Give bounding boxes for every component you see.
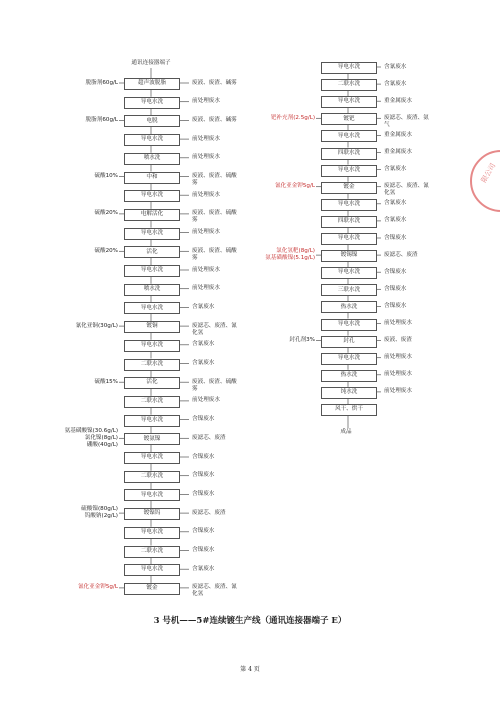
step-output-12: 含氰废水	[192, 303, 215, 310]
input-line: 氰化亚铜(30g/L)	[75, 322, 118, 329]
input-line: 硫酸20%	[94, 247, 118, 254]
step-input-7	[52, 210, 118, 217]
step-output-4: 前处理废水	[192, 154, 220, 161]
step-output-1: 含氰废水	[384, 80, 407, 87]
step-box-19: 镀氨镍	[124, 433, 180, 445]
step-output-22: 含镍废水	[192, 490, 215, 497]
step-input-16	[255, 337, 315, 344]
step-box-20: 风干、烘干	[321, 404, 377, 416]
step-output-3: 前处理废水	[192, 135, 220, 142]
step-output-18: 含镍废水	[192, 416, 215, 423]
input-line: 硫酸10%	[94, 173, 118, 179]
step-box-9: 四联水洗	[321, 216, 377, 228]
step-output-5: 重金属废水	[384, 149, 412, 155]
step-output-13: 废滤芯、废渣、氰化氢	[192, 322, 237, 336]
input-line: 硫酸镍(80g/L)	[81, 506, 118, 513]
step-box-10: 导电水洗	[321, 233, 377, 245]
step-box-8: 导电水洗	[124, 228, 180, 240]
step-output-15: 含氰废水	[192, 360, 215, 366]
step-box-0: 超声波脱脂	[124, 78, 180, 90]
step-box-18: 导电水洗	[124, 415, 180, 427]
step-output-6: 含氰废水	[384, 166, 407, 173]
step-output-16: 废液、废渣	[384, 337, 412, 344]
step-box-10: 导电水洗	[124, 265, 180, 277]
step-output-8: 前处理废水	[192, 229, 220, 236]
step-input-9	[52, 248, 118, 255]
step-box-5: 中和	[124, 172, 180, 184]
step-output-0: 含氰废水	[384, 63, 407, 70]
step-box-3: 导电水洗	[124, 134, 180, 146]
page-number: 第 4 页	[240, 666, 260, 673]
step-output-3: 废滤芯、废渣、氨气	[384, 114, 429, 128]
step-output-17: 前处理废水	[192, 397, 220, 404]
step-box-1: 导电水洗	[124, 97, 180, 109]
step-output-7: 废液、废渣、硫酸雾	[192, 210, 237, 224]
step-output-9: 含氰废水	[384, 217, 407, 224]
step-output-13: 含镍废水	[384, 285, 407, 292]
step-input-3	[255, 115, 315, 122]
step-box-14: 热水洗	[321, 301, 377, 313]
step-input-0	[52, 80, 118, 87]
step-output-5: 废液、废渣、硫酸雾	[192, 173, 237, 186]
input-line: 氰化亚金钾5g/L	[274, 183, 315, 190]
step-box-6: 导电水洗	[321, 165, 377, 177]
step-box-4: 导电水洗	[321, 130, 377, 142]
step-box-11: 镀锡镍	[321, 250, 377, 262]
step-output-19: 废滤芯、废渣	[192, 434, 226, 441]
input-line: 硫酸20%	[94, 210, 118, 217]
input-line: 氨基磺酸镍(30.6g/L)	[64, 427, 118, 434]
step-input-11	[255, 248, 315, 262]
step-box-9: 活化	[124, 246, 180, 258]
input-line: 氰化亚金钾5g/L	[77, 584, 118, 591]
step-output-11: 废滤芯、废渣	[384, 251, 418, 258]
step-box-27: 镀金	[124, 583, 180, 595]
step-box-8: 导电水洗	[321, 199, 377, 211]
step-box-7: 电解活化	[124, 209, 180, 221]
step-output-2: 废液、废渣、碱雾	[192, 116, 237, 123]
step-output-14: 含氰废水	[192, 341, 215, 348]
step-box-2: 导电水洗	[321, 96, 377, 108]
step-box-17: 导电水洗	[321, 353, 377, 365]
step-output-26: 含氰废水	[192, 565, 215, 572]
seal-text: 限公司	[479, 161, 498, 185]
step-box-2: 电脱	[124, 115, 180, 127]
step-box-4: 喷水洗	[124, 153, 180, 165]
product-label: 成品	[326, 428, 366, 437]
step-output-6: 前处理废水	[192, 191, 220, 198]
step-box-12: 导电水洗	[124, 302, 180, 314]
step-output-18: 前处理废水	[384, 371, 412, 378]
step-output-25: 含镍废水	[192, 547, 215, 553]
step-box-17: 二联水洗	[124, 396, 180, 408]
input-line: 氯化镍(8g/L)	[84, 434, 118, 441]
step-output-23: 废滤芯、废渣	[192, 509, 226, 516]
step-box-22: 导电水洗	[124, 489, 180, 501]
step-output-15: 前处理废水	[384, 320, 412, 326]
step-box-5: 四联水洗	[321, 148, 377, 160]
input-line: 氯化氢粑(8g/L)	[276, 248, 315, 255]
step-input-16	[52, 379, 118, 386]
figure-caption: 3 号机——5#连续镀生产线（通讯连接器端子 E）	[153, 616, 347, 626]
step-output-10: 含镍废水	[384, 234, 407, 241]
step-box-18: 热水洗	[321, 370, 377, 382]
step-output-2: 重金属废水	[384, 97, 412, 104]
step-box-16: 封孔	[321, 336, 377, 348]
step-output-17: 前处理废水	[384, 354, 412, 361]
step-box-26: 导电水洗	[124, 564, 180, 576]
step-output-4: 重金属废水	[384, 131, 412, 138]
step-input-19	[52, 428, 118, 449]
step-box-13: 三联水洗	[321, 284, 377, 296]
step-box-24: 导电水洗	[124, 527, 180, 539]
flow-header: 通讯连接器端子	[119, 59, 183, 68]
step-output-21: 含镍废水	[192, 472, 215, 479]
step-input-23	[52, 506, 118, 520]
step-input-7	[255, 183, 315, 190]
input-line: 封孔剂3%	[289, 337, 315, 344]
step-box-15: 二联水洗	[124, 359, 180, 371]
step-output-10: 前处理废水	[192, 266, 220, 273]
input-line: 硫酸15%	[94, 378, 118, 385]
input-line: 钨酸钠(2g/L)	[84, 513, 118, 520]
step-output-19: 前处理废水	[384, 388, 412, 395]
step-input-13	[52, 323, 118, 330]
input-line: 脱脂剂60g/L	[85, 79, 118, 86]
step-box-25: 二联水洗	[124, 546, 180, 558]
step-output-16: 废液、废渣、硫酸雾	[192, 378, 237, 392]
step-input-27	[52, 584, 118, 591]
step-output-24: 含镍废水	[192, 528, 215, 535]
step-box-21: 二联水洗	[124, 471, 180, 483]
input-line: 钯补充剂(2.5g/L)	[270, 114, 315, 121]
step-box-14: 导电水洗	[124, 340, 180, 352]
step-output-11: 前处理废水	[192, 285, 220, 292]
step-box-7: 镀金	[321, 182, 377, 194]
step-box-23: 镀镍钨	[124, 508, 180, 520]
input-line: 硼酸(40g/L)	[86, 441, 118, 448]
step-box-19: 纯水洗	[321, 387, 377, 399]
step-box-0: 导电水洗	[321, 62, 377, 74]
step-output-27: 废滤芯、废渣、氰化氢	[192, 584, 237, 598]
step-input-2	[52, 117, 118, 124]
step-output-7: 废滤芯、废渣、氰化氢	[384, 183, 429, 197]
step-output-12: 含镍废水	[384, 268, 407, 275]
step-output-14: 含镍废水	[384, 302, 407, 309]
step-output-9: 废液、废渣、硫酸雾	[192, 247, 237, 261]
step-box-20: 导电水洗	[124, 452, 180, 464]
step-box-16: 活化	[124, 377, 180, 389]
input-line: 氨基磺酸镍(5.1g/L)	[265, 255, 315, 262]
step-box-11: 喷水洗	[124, 284, 180, 296]
step-box-15: 导电水洗	[321, 319, 377, 331]
step-output-8: 含氰废水	[384, 200, 407, 207]
step-box-3: 镀钯	[321, 113, 377, 125]
step-input-5	[52, 173, 118, 180]
step-box-12: 导电水洗	[321, 267, 377, 279]
step-box-1: 二联水洗	[321, 79, 377, 91]
step-output-20: 含镍废水	[192, 453, 215, 460]
step-output-0: 废液、废渣、碱雾	[192, 79, 237, 86]
input-line: 脱脂剂60g/L	[85, 116, 118, 123]
step-box-6: 导电水洗	[124, 190, 180, 202]
step-box-13: 镀铜	[124, 321, 180, 333]
step-output-1: 前处理废水	[192, 98, 220, 105]
